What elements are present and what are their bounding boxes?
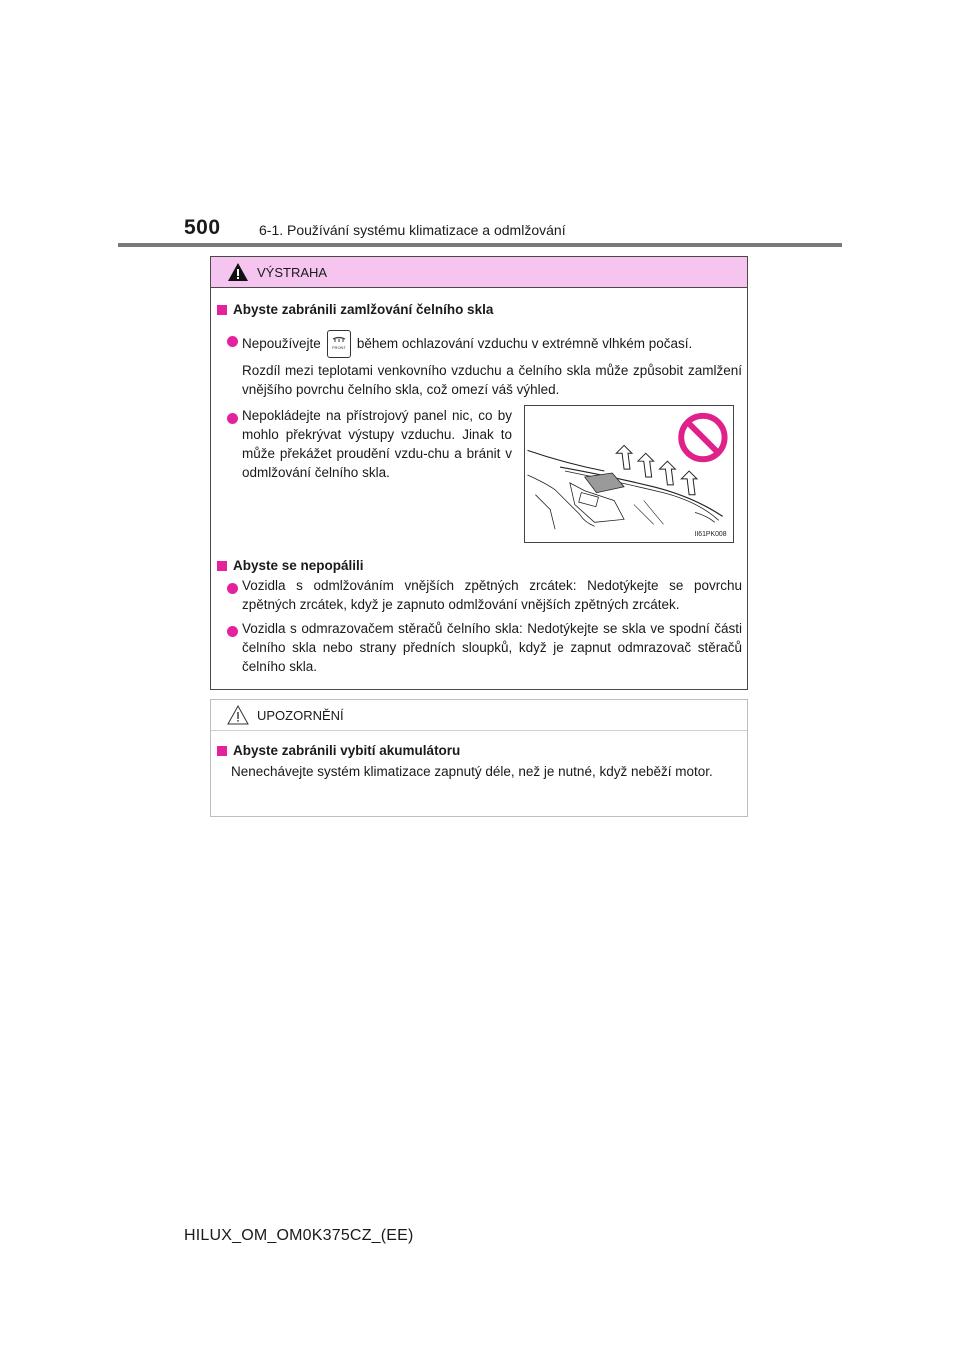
page-number: 500 xyxy=(184,216,221,239)
warning-item-2: Nepokládejte na přístrojový panel nic, co by mohlo překrývat výstupy vzduchu. Jinak to může překážet proudění vzdu-chu a bránit v odmlžování čelního skla. xyxy=(242,408,512,480)
dashboard-illustration xyxy=(524,405,734,543)
caution-label: UPOZORNĚNÍ xyxy=(257,708,344,723)
square-bullet-icon xyxy=(217,561,227,571)
bullet-dot-icon xyxy=(227,583,238,594)
section-title: 6-1. Používání systému klimatizace a odmlžování xyxy=(259,222,566,238)
header-rule xyxy=(118,243,842,247)
caution-header xyxy=(211,700,747,731)
svg-text:FRONT: FRONT xyxy=(331,345,346,351)
warning-item-3: Vozidla s odmlžováním vnějších zpětných zrcátek: Nedotýkejte se povrchu zpětných zrcátek, když je zapnuto odmlžování vnějších zpětných zrcátek. xyxy=(242,578,742,612)
warning-heading-2: Abyste se nepopálili xyxy=(217,556,364,575)
caution-box xyxy=(210,699,748,817)
warning-item-1: Nepoužívejte FRONT během ochlazování vzduchu v extrémně vlhkém počasí. xyxy=(242,330,742,358)
warning-item-1-detail: Rozdíl mezi teplotami venkovního vzduchu a čelního skla může způsobit zamlžení vnějšího povrchu čelního skla, což omezí váš výhled. xyxy=(242,363,742,397)
warning-header xyxy=(211,257,747,288)
caution-heading: Abyste zabránili vybití akumulátoru xyxy=(217,741,460,760)
square-bullet-icon xyxy=(217,746,227,756)
warning-triangle-icon xyxy=(227,261,249,283)
warning-label: VÝSTRAHA xyxy=(257,265,328,280)
prohibition-sign-icon xyxy=(681,416,724,459)
front-defogger-button-icon xyxy=(327,330,351,358)
svg-text:II61PK008: II61PK008 xyxy=(694,531,727,539)
caution-text: Nenechávejte systém klimatizace zapnutý déle, než je nutné, když neběží motor. xyxy=(231,764,713,779)
bullet-dot-icon xyxy=(227,626,238,637)
warning-box xyxy=(210,256,748,690)
bullet-dot-icon xyxy=(227,413,238,424)
caution-triangle-icon xyxy=(227,704,249,726)
warning-heading-1: Abyste zabránili zamlžování čelního skla xyxy=(217,300,493,319)
warning-item-4: Vozidla s odmrazovačem stěračů čelního skla: Nedotýkejte se skla ve spodní části čelního skla nebo strany předních sloupků, když je zapnut odmrazovač stěračů čelního skla. xyxy=(242,621,742,674)
bullet-dot-icon xyxy=(227,336,238,347)
square-bullet-icon xyxy=(217,305,227,315)
footer-doc-code: HILUX_OM_OM0K375CZ_(EE) xyxy=(184,1227,414,1244)
